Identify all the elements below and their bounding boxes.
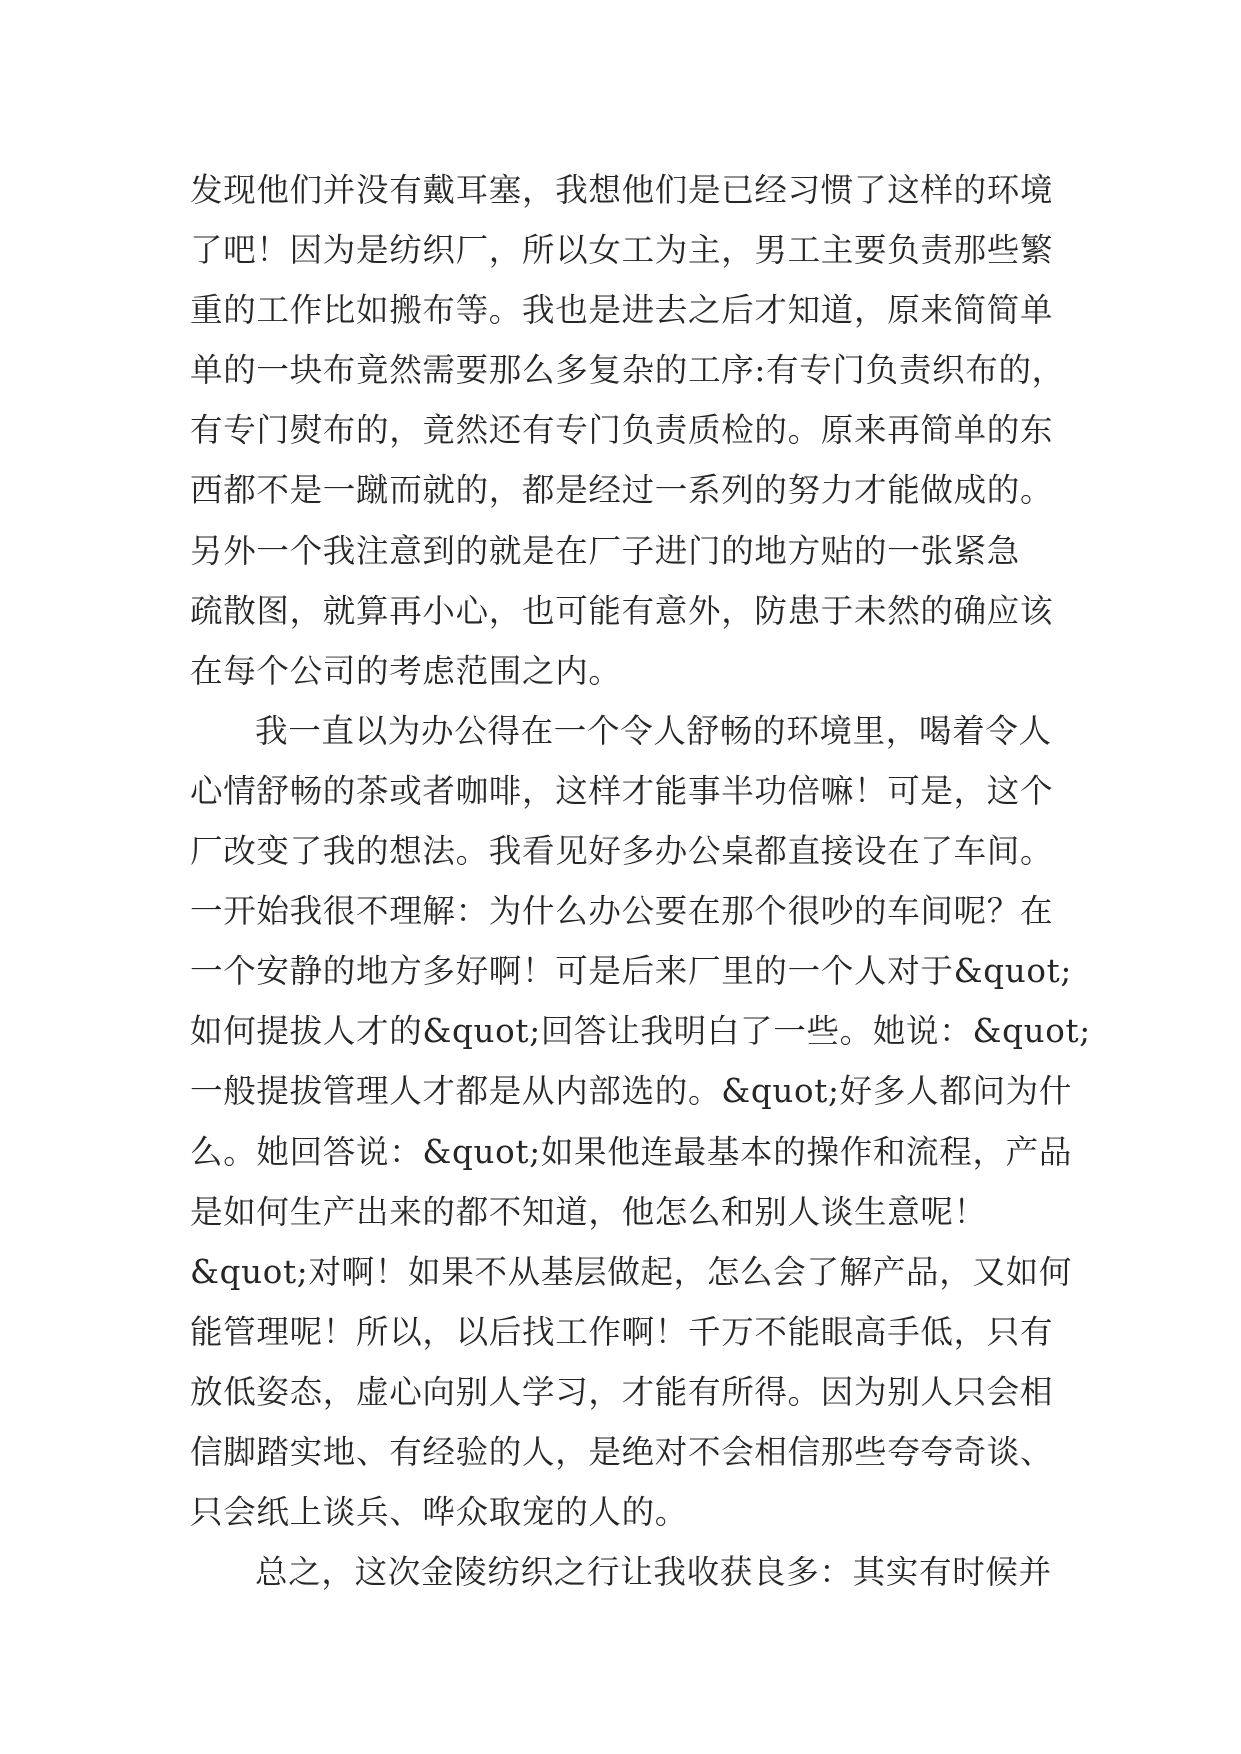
body-line: 厂改变了我的想法。我看见好多办公桌都直接设在了车间。 xyxy=(190,832,1054,871)
body-line: 一般提拔管理人才都是从内部选的。&quot;好多人都问为什 xyxy=(190,1072,1073,1111)
paragraph-start-line: 我一直以为办公得在一个令人舒畅的环境里，喝着令人 xyxy=(255,711,1052,750)
body-line: 重的工作比如搬布等。我也是进去之后才知道，原来简简单 xyxy=(190,291,1054,330)
body-line: 疏散图，就算再小心，也可能有意外，防患于未然的确应该 xyxy=(190,591,1054,630)
body-line: 了吧！因为是纺织厂，所以女工为主，男工主要负责那些繁 xyxy=(190,231,1054,270)
body-line: 如何提拔人才的&quot;回答让我明白了一些。她说：&quot; xyxy=(190,1012,1091,1051)
body-line: 放低姿态，虚心向别人学习，才能有所得。因为别人只会相 xyxy=(190,1372,1054,1411)
body-line: 另外一个我注意到的就是在厂子进门的地方贴的一张紧急 xyxy=(190,531,1021,570)
body-line: 单的一块布竟然需要那么多复杂的工序:有专门负责织布的， xyxy=(190,351,1065,390)
document-body xyxy=(190,160,1091,1602)
body-line: &quot;对啊！如果不从基层做起，怎么会了解产品，又如何 xyxy=(190,1252,1073,1291)
body-line: 有专门熨布的，竟然还有专门负责质检的。原来再简单的东 xyxy=(190,411,1054,450)
body-line: 只会纸上谈兵、哗众取宠的人的。 xyxy=(190,1493,689,1532)
body-line: 一个安静的地方多好啊！可是后来厂里的一个人对于&quot; xyxy=(190,952,1073,991)
paragraph-start-line: 总之，这次金陵纺织之行让我收获良多：其实有时候并 xyxy=(255,1553,1052,1592)
body-line: 西都不是一蹴而就的，都是经过一系列的努力才能做成的。 xyxy=(190,471,1054,510)
body-line: 发现他们并没有戴耳塞，我想他们是已经习惯了这样的环境 xyxy=(190,171,1054,209)
body-line: 信脚踏实地、有经验的人，是绝对不会相信那些夸夸奇谈、 xyxy=(190,1432,1054,1471)
body-line: 么。她回答说：&quot;如果他连最基本的操作和流程，产品 xyxy=(190,1132,1073,1171)
body-line: 是如何生产出来的都不知道，他怎么和别人谈生意呢！ xyxy=(190,1192,987,1231)
body-line: 能管理呢！所以，以后找工作啊！千万不能眼高手低，只有 xyxy=(190,1312,1054,1351)
body-line: 一开始我很不理解：为什么办公要在那个很吵的车间呢？在 xyxy=(190,892,1054,931)
body-line: 心情舒畅的茶或者咖啡，这样才能事半功倍嘛！可是，这个 xyxy=(190,771,1054,810)
body-line: 在每个公司的考虑范围之内。 xyxy=(190,651,622,690)
